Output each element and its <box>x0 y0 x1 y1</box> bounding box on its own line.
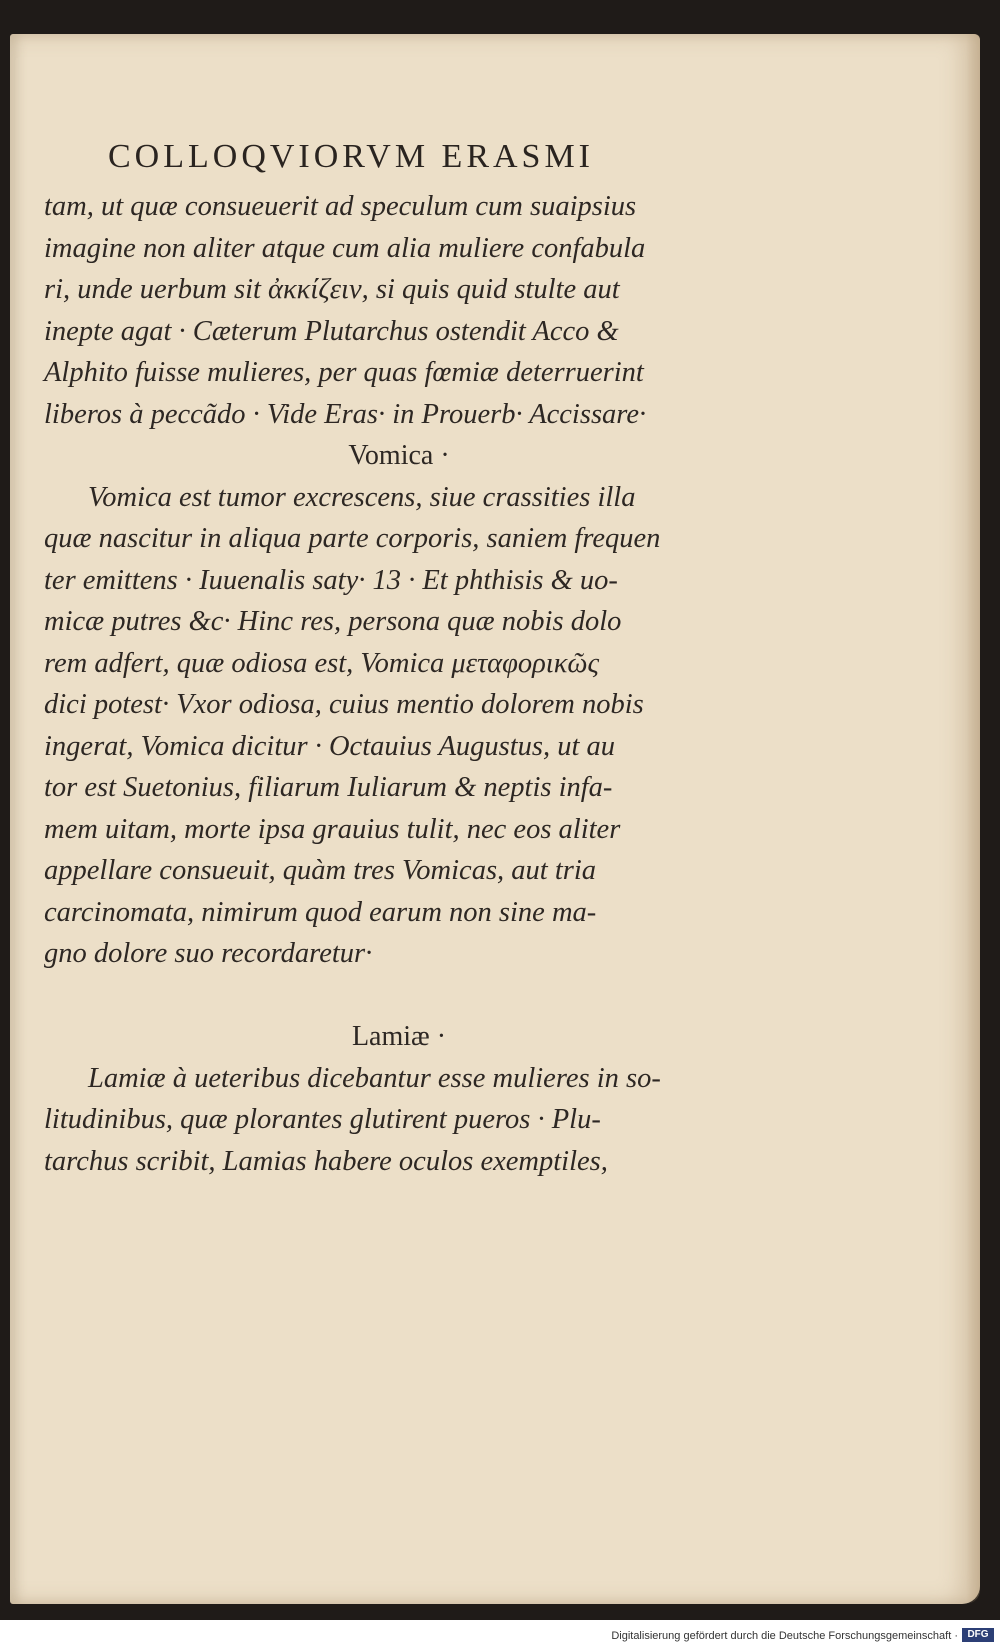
text-line: ingerat, Vomica dicitur · Octauius Augustus, ut au <box>44 730 616 762</box>
page-edge <box>966 34 980 1604</box>
text-line: appellare consueuit, quàm tres Vomicas, aut tria <box>44 855 597 886</box>
text-line: gno dolore suo recordaretur· <box>44 938 373 969</box>
section-heading-vomica: Vomica · <box>348 440 450 471</box>
section-heading-lamiae: Lamiæ · <box>351 1021 447 1052</box>
running-head: COLLOQVIORVM ERASMI <box>108 138 595 175</box>
text-line: dici potest· Vxor odiosa, cuius mentio dolorem nobis <box>44 689 644 720</box>
text-line: litudinibus, quæ plorantes glutirent pueros · Plu- <box>44 1104 601 1135</box>
section-gap <box>44 975 704 1017</box>
text-line: quæ nascitur in aliqua parte corporis, saniem frequen <box>44 523 661 554</box>
text-line: liberos à peccãdo · Vide Eras· in Prouerb· Accissare· <box>44 398 647 430</box>
funding-notice: Digitalisierung gefördert durch die Deutsche Forschungsgemeinschaft · <box>611 1630 958 1642</box>
dfg-logo: DFG <box>962 1628 994 1642</box>
text-line: inepte agat · Cæterum Plutarchus ostendit Acco & <box>44 315 619 347</box>
text-line: mem uitam, morte ipsa grauius tulit, nec eos aliter <box>44 813 621 845</box>
text-block <box>44 186 704 1182</box>
text-line: imagine non aliter atque cum alia muliere confabula <box>44 232 646 264</box>
text-line: Vomica est tumor excrescens, siue crassities illa <box>88 481 636 513</box>
text-line: carcinomata, nimirum quod earum non sine ma- <box>44 896 597 928</box>
text-line: micæ putres &c· Hinc res, persona quæ nobis dolo <box>44 606 622 637</box>
text-line: ri, unde uerbum sit ἀκκίζειν, si quis quid stulte aut <box>44 274 620 305</box>
text-line: Lamiæ à ueteribus dicebantur esse mulieres in so- <box>88 1062 661 1094</box>
text-line: ter emittens · Iuuenalis saty· 13 · Et phthisis & uo- <box>44 564 618 596</box>
text-line: tarchus scribit, Lamias habere oculos exemptiles, <box>44 1145 608 1177</box>
text-line: tor est Suetonius, filiarum Iuliarum & neptis infa- <box>44 772 613 803</box>
text-line: Alphito fuisse mulieres, per quas fœmiæ deterruerint <box>44 357 644 388</box>
text-line: tam, ut quæ consueuerit ad speculum cum suaipsius <box>44 191 637 222</box>
text-line: rem adfert, quæ odiosa est, Vomica μεταφορικῶς <box>44 647 600 679</box>
